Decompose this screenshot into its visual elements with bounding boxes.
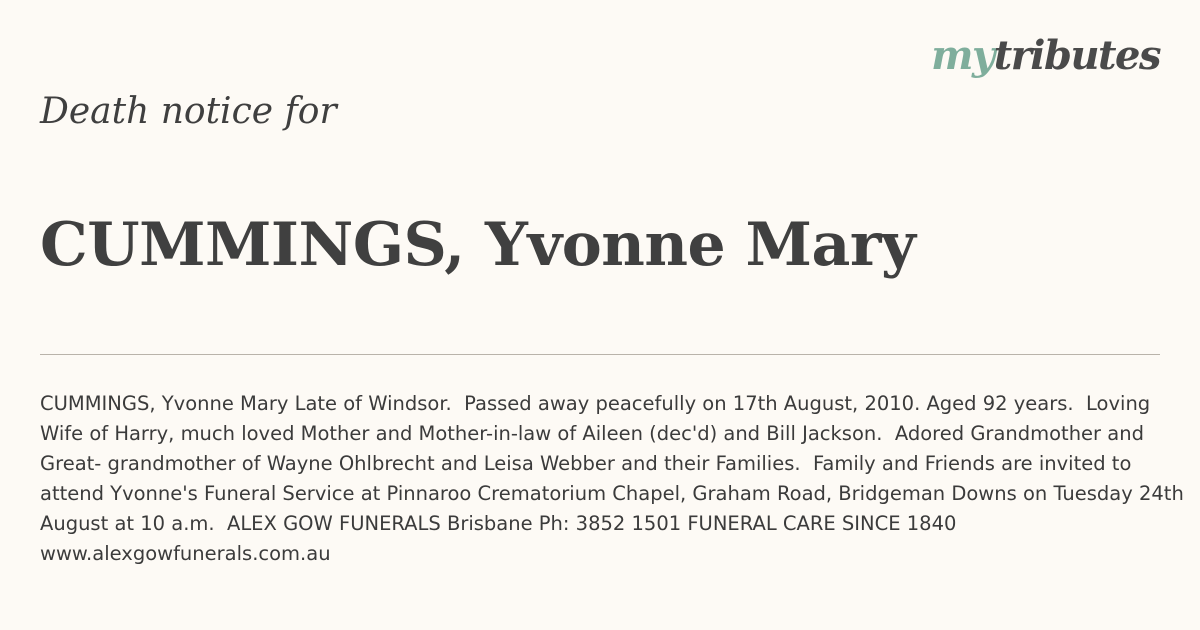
notice-text: CUMMINGS, Yvonne Mary Late of Windsor. Passed away peacefully on 17th August, 2010. Aged 92 years. Loving Wife of Harry, much loved Mother and Mother-in-law of Aileen (dec'd) and Bill Jackson. Adored Grandmother and Great- grandmother of Wayne Ohlbrecht and Leisa Webber and their Families. Family and Friends are invited to attend Yvonne's Funeral Service at Pinnaroo Crematorium Chapel, Graham Road, Bridgeman Downs on Tuesday 24th August at 10 a.m. ALEX GOW FUNERALS Brisbane Ph: 3852 1501 FUNERAL CARE SINCE 1840 www.alexgowfunerals.com.au bbox=[40, 392, 1191, 565]
notice-kicker: Death notice for bbox=[40, 91, 337, 132]
logo-my: my bbox=[931, 32, 994, 79]
deceased-name: CUMMINGS, Yvonne Mary bbox=[40, 210, 916, 280]
divider bbox=[40, 354, 1160, 355]
mytributes-logo[interactable] bbox=[931, 32, 1160, 79]
logo-tributes: tributes bbox=[993, 32, 1160, 79]
